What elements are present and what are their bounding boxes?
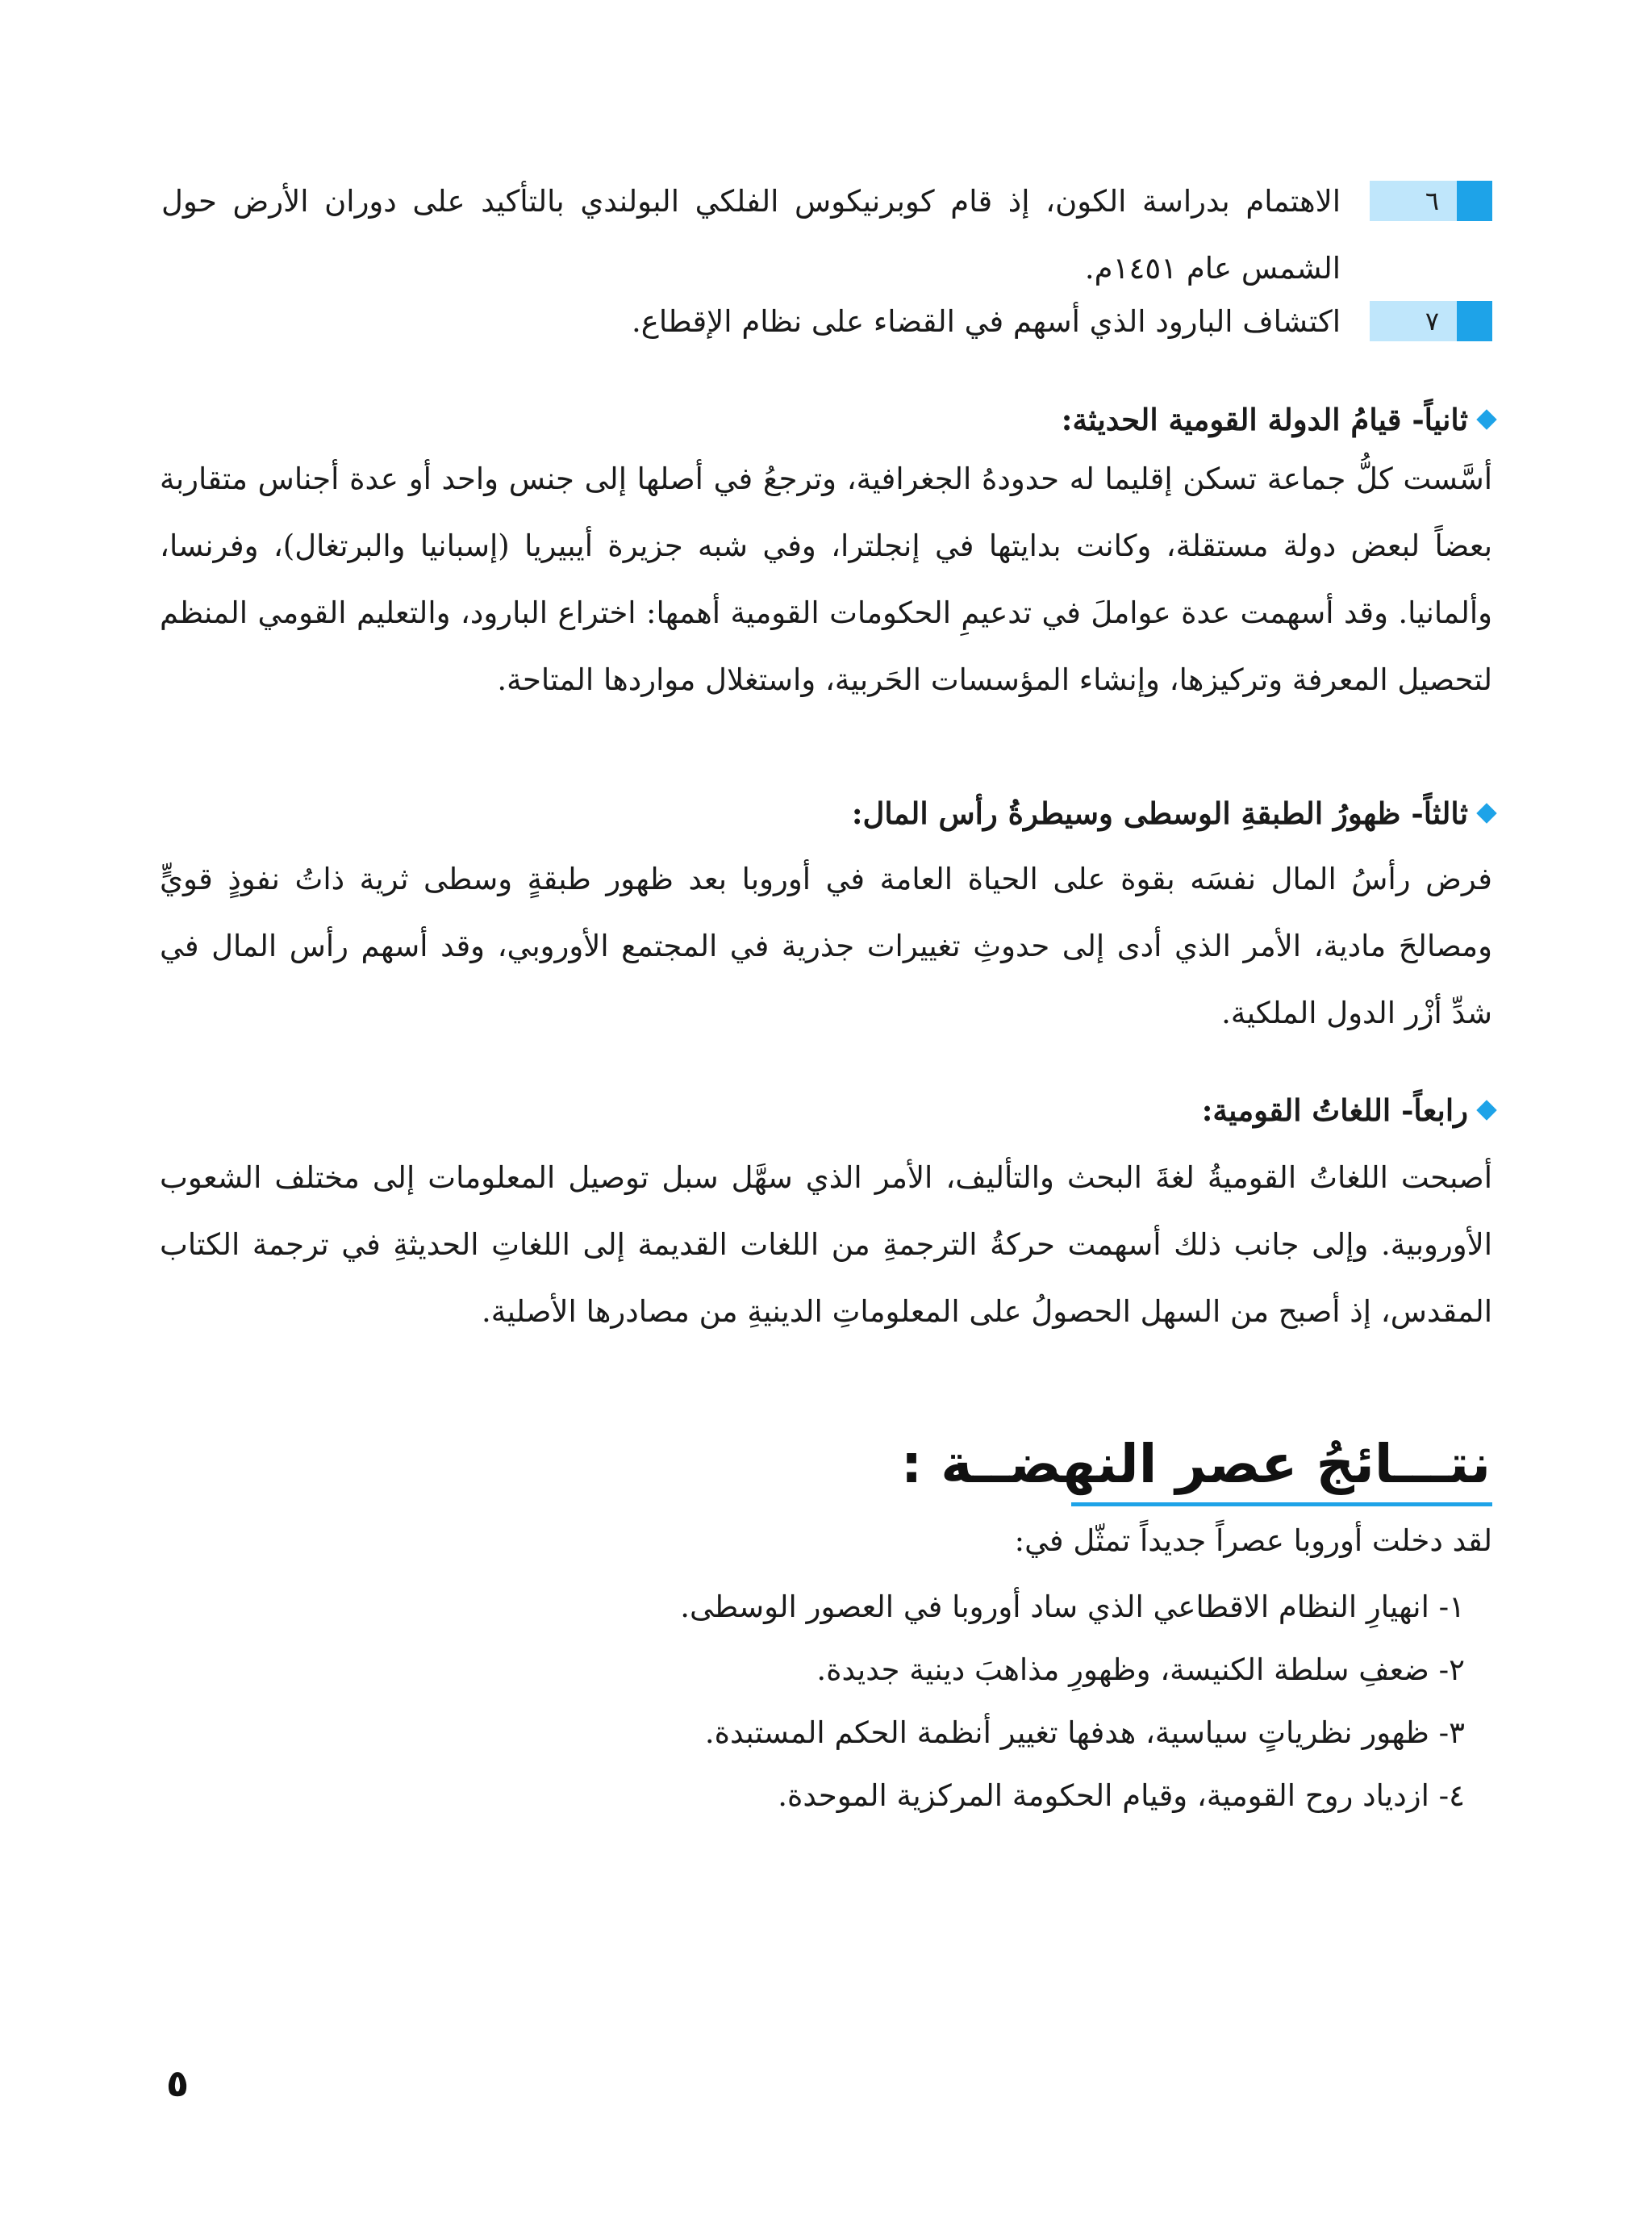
page-number: ٥ — [166, 2061, 190, 2105]
results-list-item: ٢- ضعفِ سلطة الكنيسة، وظهورِ مذاهبَ دينية جديدة. — [816, 1652, 1465, 1687]
results-intro: لقد دخلت أوروبا عصراً جديداً تمثّل في: — [1014, 1523, 1492, 1558]
section-heading-text: ثانياً- قيامُ الدولة القومية الحديثة: — [1061, 402, 1468, 437]
section-paragraph: أصبحت اللغاتُ القوميةُ لغةَ البحث والتأليف، الأمر الذي سهَّل سبل توصيل المعلومات إلى مختلف الشعوب الأوروبية. وإلى جانب ذلك أسهمت حركةُ الترجمةِ من اللغات القديمة إلى اللغاتِ الحديثةِ في ترجمة الكتاب المقدس، إذ أصبح من السهل الحصولُ على المعلوماتِ الدينيةِ من مصادرها الأصلية. — [160, 1160, 1492, 1329]
diamond-bullet-icon — [1476, 409, 1496, 429]
section-heading-text: ثالثاً- ظهورُ الطبقةِ الوسطى وسيطرةُ رأس المال: — [851, 796, 1468, 831]
numbered-item — [161, 301, 1492, 349]
item-number: ٧ — [1370, 301, 1457, 341]
item-number: ٦ — [1370, 181, 1457, 221]
section-heading — [163, 789, 1494, 837]
item-text: الاهتمام بدراسة الكون، إذ قام كوبرنيكوس الفلكي البولندي بالتأكيد على دوران الأرض حول الشمس عام ١٤٥١م. — [161, 184, 1341, 286]
section-heading — [163, 395, 1494, 444]
diamond-bullet-icon — [1476, 803, 1496, 823]
item-text: اكتشاف البارود الذي أسهم في القضاء على نظام الإقطاع. — [632, 304, 1341, 339]
results-list-item: ٣- ظهور نظرياتٍ سياسية، هدفها تغيير أنظمة الحكم المستبدة. — [704, 1715, 1465, 1750]
diamond-bullet-icon — [1476, 1100, 1496, 1120]
results-title: نتـــائجُ عصر النهضــة : — [900, 1433, 1491, 1495]
results-list-item: ٤- ازدياد روح القومية، وقيام الحكومة المركزية الموحدة. — [778, 1778, 1465, 1813]
section-heading-text: رابعاً- اللغاتُ القومية: — [1201, 1092, 1468, 1128]
section-paragraph: فرض رأسُ المال نفسَه بقوة على الحياة العامة في أوروبا بعد ظهور طبقةٍ وسطى ثرية ذاتُ نفوذٍ قويٍّ ومصالحَ مادية، الأمر الذي أدى إلى حدوثِ تغييرات جذرية في المجتمع الأوروبي، وقد أسهم رأس المال في شدِّ أزْر الدول الملكية. — [160, 862, 1492, 1030]
title-underline — [1071, 1502, 1492, 1506]
item-marker-bar — [1457, 301, 1492, 341]
item-marker-bar — [1457, 181, 1492, 221]
section-paragraph: أسَّست كلُّ جماعة تسكن إقليما له حدودهُ الجغرافية، وترجعُ في أصلها إلى جنس واحد أو عدة أجناس متقاربة بعضاً لبعض دولة مستقلة، وكانت بدايتها في إنجلترا، وفي شبه جزيرة أيبيريا (إسبانيا والبرتغال)، وفرنسا، وألمانيا. وقد أسهمت عدة عواملَ في تدعيمِ الحكومات القومية أهمها: اختراع البارود، والتعليم القومي المنظم لتحصيل المعرفة وتركيزها، وإنشاء المؤسسات الحَربية، واستغلال مواردها المتاحة. — [160, 462, 1493, 697]
results-list-item: ١- انهيارِ النظام الاقطاعي الذي ساد أوروبا في العصور الوسطى. — [680, 1589, 1465, 1624]
section-heading — [163, 1086, 1494, 1134]
